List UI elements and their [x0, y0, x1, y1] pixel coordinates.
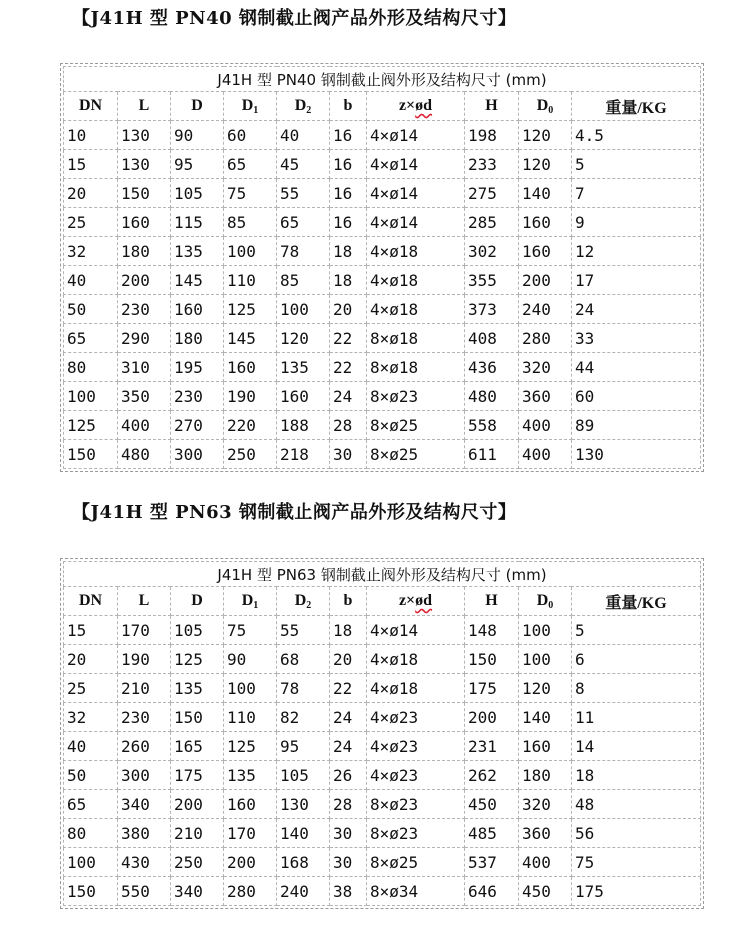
cell-l: 200 — [118, 266, 171, 295]
cell-l: 480 — [118, 440, 171, 469]
cell-b: 22 — [330, 353, 367, 382]
table-row — [64, 179, 701, 208]
cell-d2: 140 — [277, 819, 330, 848]
cell-d: 180 — [171, 324, 224, 353]
cell-d0: 320 — [519, 353, 572, 382]
cell-l: 230 — [118, 295, 171, 324]
cell-h: 436 — [465, 353, 519, 382]
cell-bolt-holes: 8×ø25 — [367, 440, 465, 469]
cell-d0: 100 — [519, 616, 572, 645]
cell-b: 18 — [330, 266, 367, 295]
header-bolt-holes: z×ød — [367, 587, 465, 616]
header-d: D — [171, 92, 224, 121]
cell-dn: 10 — [64, 121, 118, 150]
cell-bolt-holes: 4×ø14 — [367, 150, 465, 179]
cell-h: 302 — [465, 237, 519, 266]
cell-b: 16 — [330, 121, 367, 150]
cell-weight: 24 — [572, 295, 701, 324]
header-d0: $D_0$ — [519, 587, 572, 616]
cell-d2: 218 — [277, 440, 330, 469]
cell-h: 150 — [465, 645, 519, 674]
cell-d: 165 — [171, 732, 224, 761]
cell-d: 195 — [171, 353, 224, 382]
cell-h: 285 — [465, 208, 519, 237]
cell-d: 90 — [171, 121, 224, 150]
cell-weight: 18 — [572, 761, 701, 790]
cell-dn: 20 — [64, 645, 118, 674]
cell-dn: 150 — [64, 440, 118, 469]
cell-l: 130 — [118, 150, 171, 179]
cell-dn: 40 — [64, 266, 118, 295]
header-d0: $D_0$ — [519, 92, 572, 121]
table-caption: J41H 型 PN63 钢制截止阀外形及结构尺寸 (mm) — [64, 562, 701, 587]
cell-bolt-holes: 4×ø18 — [367, 645, 465, 674]
cell-bolt-holes: 8×ø25 — [367, 848, 465, 877]
cell-b: 30 — [330, 848, 367, 877]
cell-b: 24 — [330, 732, 367, 761]
cell-d1: 65 — [224, 150, 277, 179]
cell-d2: 40 — [277, 121, 330, 150]
cell-h: 275 — [465, 179, 519, 208]
cell-bolt-holes: 4×ø23 — [367, 703, 465, 732]
cell-d0: 360 — [519, 382, 572, 411]
header-l: L — [118, 587, 171, 616]
cell-dn: 15 — [64, 616, 118, 645]
cell-weight: 33 — [572, 324, 701, 353]
cell-dn: 50 — [64, 295, 118, 324]
cell-bolt-holes: 8×ø18 — [367, 353, 465, 382]
table-row — [64, 324, 701, 353]
cell-h: 373 — [465, 295, 519, 324]
cell-d: 160 — [171, 295, 224, 324]
cell-bolt-holes: 4×ø18 — [367, 295, 465, 324]
cell-d: 125 — [171, 645, 224, 674]
table-row — [64, 382, 701, 411]
cell-bolt-holes: 8×ø34 — [367, 877, 465, 906]
cell-d1: 135 — [224, 761, 277, 790]
cell-weight: 48 — [572, 790, 701, 819]
cell-d1: 100 — [224, 237, 277, 266]
cell-bolt-holes: 8×ø23 — [367, 819, 465, 848]
cell-d2: 100 — [277, 295, 330, 324]
cell-d: 340 — [171, 877, 224, 906]
cell-dn: 80 — [64, 353, 118, 382]
pn63-dimension-table — [63, 561, 701, 906]
cell-d2: 188 — [277, 411, 330, 440]
cell-weight: 75 — [572, 848, 701, 877]
cell-bolt-holes: 8×ø23 — [367, 790, 465, 819]
cell-d0: 160 — [519, 237, 572, 266]
cell-d1: 100 — [224, 674, 277, 703]
cell-dn: 32 — [64, 237, 118, 266]
cell-d: 200 — [171, 790, 224, 819]
header-h: H — [465, 92, 519, 121]
cell-d2: 45 — [277, 150, 330, 179]
cell-l: 150 — [118, 179, 171, 208]
cell-dn: 100 — [64, 848, 118, 877]
cell-weight: 4.5 — [572, 121, 701, 150]
header-d1: $D_1$ — [224, 92, 277, 121]
cell-d0: 120 — [519, 150, 572, 179]
table-row — [64, 645, 701, 674]
cell-b: 16 — [330, 208, 367, 237]
table-row — [64, 237, 701, 266]
table-row — [64, 295, 701, 324]
cell-l: 380 — [118, 819, 171, 848]
table-row — [64, 703, 701, 732]
cell-d: 150 — [171, 703, 224, 732]
cell-weight: 8 — [572, 674, 701, 703]
cell-h: 485 — [465, 819, 519, 848]
cell-d0: 360 — [519, 819, 572, 848]
cell-weight: 44 — [572, 353, 701, 382]
cell-d2: 168 — [277, 848, 330, 877]
header-d2: $D_2$ — [277, 92, 330, 121]
cell-d1: 220 — [224, 411, 277, 440]
table-row — [64, 121, 701, 150]
cell-weight: 17 — [572, 266, 701, 295]
cell-d0: 120 — [519, 121, 572, 150]
cell-h: 262 — [465, 761, 519, 790]
cell-d1: 75 — [224, 179, 277, 208]
cell-d0: 200 — [519, 266, 572, 295]
cell-l: 160 — [118, 208, 171, 237]
cell-b: 30 — [330, 819, 367, 848]
table-caption-row — [64, 562, 701, 587]
cell-d: 115 — [171, 208, 224, 237]
cell-d0: 120 — [519, 674, 572, 703]
cell-h: 148 — [465, 616, 519, 645]
cell-d2: 68 — [277, 645, 330, 674]
cell-l: 230 — [118, 703, 171, 732]
cell-weight: 130 — [572, 440, 701, 469]
cell-dn: 15 — [64, 150, 118, 179]
table-header-row — [64, 92, 701, 121]
table-row — [64, 877, 701, 906]
table-row — [64, 208, 701, 237]
cell-dn: 32 — [64, 703, 118, 732]
cell-h: 611 — [465, 440, 519, 469]
cell-l: 130 — [118, 121, 171, 150]
cell-d: 175 — [171, 761, 224, 790]
cell-l: 210 — [118, 674, 171, 703]
cell-l: 400 — [118, 411, 171, 440]
cell-d: 105 — [171, 179, 224, 208]
header-d1: $D_1$ — [224, 587, 277, 616]
cell-dn: 50 — [64, 761, 118, 790]
cell-bolt-holes: 4×ø23 — [367, 732, 465, 761]
table-caption-row — [64, 67, 701, 92]
cell-d1: 160 — [224, 353, 277, 382]
cell-weight: 5 — [572, 150, 701, 179]
cell-weight: 11 — [572, 703, 701, 732]
cell-h: 198 — [465, 121, 519, 150]
cell-dn: 125 — [64, 411, 118, 440]
cell-h: 537 — [465, 848, 519, 877]
cell-l: 260 — [118, 732, 171, 761]
cell-bolt-holes: 4×ø14 — [367, 208, 465, 237]
header-h: H — [465, 587, 519, 616]
cell-d2: 78 — [277, 237, 330, 266]
cell-bolt-holes: 8×ø25 — [367, 411, 465, 440]
cell-d2: 105 — [277, 761, 330, 790]
cell-dn: 25 — [64, 208, 118, 237]
cell-bolt-holes: 4×ø23 — [367, 761, 465, 790]
cell-d1: 280 — [224, 877, 277, 906]
cell-b: 22 — [330, 674, 367, 703]
cell-d1: 60 — [224, 121, 277, 150]
table-row — [64, 616, 701, 645]
cell-bolt-holes: 4×ø14 — [367, 616, 465, 645]
header-l: L — [118, 92, 171, 121]
table-header-row — [64, 587, 701, 616]
cell-d: 300 — [171, 440, 224, 469]
header-dn: DN — [64, 92, 118, 121]
cell-d: 210 — [171, 819, 224, 848]
header-weight: 重量/KG — [572, 587, 701, 616]
header-b: b — [330, 587, 367, 616]
cell-d2: 85 — [277, 266, 330, 295]
cell-b: 20 — [330, 295, 367, 324]
table-row — [64, 761, 701, 790]
cell-b: 28 — [330, 411, 367, 440]
cell-d2: 78 — [277, 674, 330, 703]
cell-d: 135 — [171, 674, 224, 703]
cell-d2: 130 — [277, 790, 330, 819]
cell-b: 30 — [330, 440, 367, 469]
cell-h: 558 — [465, 411, 519, 440]
cell-h: 646 — [465, 877, 519, 906]
cell-l: 170 — [118, 616, 171, 645]
table-row — [64, 674, 701, 703]
cell-dn: 150 — [64, 877, 118, 906]
cell-l: 190 — [118, 645, 171, 674]
header-d2: $D_2$ — [277, 587, 330, 616]
cell-b: 16 — [330, 179, 367, 208]
cell-d1: 160 — [224, 790, 277, 819]
cell-d: 250 — [171, 848, 224, 877]
cell-d2: 82 — [277, 703, 330, 732]
pn40-dimension-table — [63, 66, 701, 469]
cell-l: 350 — [118, 382, 171, 411]
cell-h: 408 — [465, 324, 519, 353]
cell-b: 16 — [330, 150, 367, 179]
cell-l: 310 — [118, 353, 171, 382]
cell-b: 38 — [330, 877, 367, 906]
cell-d: 105 — [171, 616, 224, 645]
header-bolt-holes: z×ød — [367, 92, 465, 121]
cell-h: 175 — [465, 674, 519, 703]
cell-b: 22 — [330, 324, 367, 353]
pn63-section-title: 【J41H 型 PN63 钢制截止阀产品外形及结构尺寸】 — [72, 502, 517, 523]
cell-d1: 190 — [224, 382, 277, 411]
cell-d2: 120 — [277, 324, 330, 353]
cell-d1: 85 — [224, 208, 277, 237]
cell-d0: 280 — [519, 324, 572, 353]
table-row — [64, 411, 701, 440]
cell-d: 95 — [171, 150, 224, 179]
cell-d2: 95 — [277, 732, 330, 761]
cell-weight: 175 — [572, 877, 701, 906]
cell-d2: 135 — [277, 353, 330, 382]
cell-d2: 55 — [277, 616, 330, 645]
cell-d1: 145 — [224, 324, 277, 353]
cell-bolt-holes: 4×ø14 — [367, 121, 465, 150]
table-row — [64, 819, 701, 848]
cell-d1: 200 — [224, 848, 277, 877]
cell-h: 480 — [465, 382, 519, 411]
cell-d1: 90 — [224, 645, 277, 674]
header-d: D — [171, 587, 224, 616]
header-weight: 重量/KG — [572, 92, 701, 121]
cell-l: 340 — [118, 790, 171, 819]
table-row — [64, 848, 701, 877]
cell-l: 300 — [118, 761, 171, 790]
cell-d2: 240 — [277, 877, 330, 906]
cell-d0: 320 — [519, 790, 572, 819]
cell-d0: 240 — [519, 295, 572, 324]
cell-d0: 100 — [519, 645, 572, 674]
cell-weight: 5 — [572, 616, 701, 645]
cell-weight: 6 — [572, 645, 701, 674]
cell-dn: 100 — [64, 382, 118, 411]
cell-dn: 80 — [64, 819, 118, 848]
cell-d: 270 — [171, 411, 224, 440]
cell-weight: 89 — [572, 411, 701, 440]
cell-b: 24 — [330, 382, 367, 411]
cell-h: 450 — [465, 790, 519, 819]
header-dn: DN — [64, 587, 118, 616]
cell-d: 145 — [171, 266, 224, 295]
pn40-section-title: 【J41H 型 PN40 钢制截止阀产品外形及结构尺寸】 — [72, 8, 517, 29]
cell-l: 430 — [118, 848, 171, 877]
cell-h: 233 — [465, 150, 519, 179]
cell-bolt-holes: 4×ø14 — [367, 179, 465, 208]
cell-dn: 65 — [64, 324, 118, 353]
cell-d1: 75 — [224, 616, 277, 645]
cell-d0: 400 — [519, 848, 572, 877]
cell-d2: 65 — [277, 208, 330, 237]
table-row — [64, 150, 701, 179]
table-row — [64, 353, 701, 382]
cell-bolt-holes: 4×ø18 — [367, 674, 465, 703]
cell-b: 18 — [330, 237, 367, 266]
cell-d0: 400 — [519, 440, 572, 469]
cell-dn: 20 — [64, 179, 118, 208]
table-row — [64, 732, 701, 761]
cell-d0: 180 — [519, 761, 572, 790]
table-row — [64, 266, 701, 295]
cell-d2: 55 — [277, 179, 330, 208]
cell-d0: 400 — [519, 411, 572, 440]
cell-b: 18 — [330, 616, 367, 645]
cell-d1: 125 — [224, 295, 277, 324]
cell-d2: 160 — [277, 382, 330, 411]
table-row — [64, 440, 701, 469]
cell-l: 290 — [118, 324, 171, 353]
cell-h: 231 — [465, 732, 519, 761]
cell-dn: 25 — [64, 674, 118, 703]
cell-h: 355 — [465, 266, 519, 295]
cell-d: 230 — [171, 382, 224, 411]
cell-h: 200 — [465, 703, 519, 732]
cell-d0: 160 — [519, 732, 572, 761]
cell-d1: 110 — [224, 266, 277, 295]
cell-bolt-holes: 4×ø18 — [367, 237, 465, 266]
cell-bolt-holes: 4×ø18 — [367, 266, 465, 295]
cell-dn: 65 — [64, 790, 118, 819]
cell-b: 26 — [330, 761, 367, 790]
cell-l: 550 — [118, 877, 171, 906]
cell-bolt-holes: 8×ø23 — [367, 382, 465, 411]
cell-d0: 140 — [519, 703, 572, 732]
cell-b: 20 — [330, 645, 367, 674]
cell-d0: 140 — [519, 179, 572, 208]
cell-weight: 7 — [572, 179, 701, 208]
table-caption: J41H 型 PN40 钢制截止阀外形及结构尺寸 (mm) — [64, 67, 701, 92]
cell-d1: 125 — [224, 732, 277, 761]
cell-weight: 14 — [572, 732, 701, 761]
cell-d1: 110 — [224, 703, 277, 732]
cell-weight: 56 — [572, 819, 701, 848]
cell-weight: 60 — [572, 382, 701, 411]
cell-d0: 160 — [519, 208, 572, 237]
cell-d: 135 — [171, 237, 224, 266]
cell-b: 28 — [330, 790, 367, 819]
header-b: b — [330, 92, 367, 121]
cell-b: 24 — [330, 703, 367, 732]
cell-d1: 250 — [224, 440, 277, 469]
cell-d0: 450 — [519, 877, 572, 906]
cell-weight: 9 — [572, 208, 701, 237]
cell-bolt-holes: 8×ø18 — [367, 324, 465, 353]
cell-dn: 40 — [64, 732, 118, 761]
cell-d1: 170 — [224, 819, 277, 848]
cell-weight: 12 — [572, 237, 701, 266]
table-row — [64, 790, 701, 819]
cell-l: 180 — [118, 237, 171, 266]
